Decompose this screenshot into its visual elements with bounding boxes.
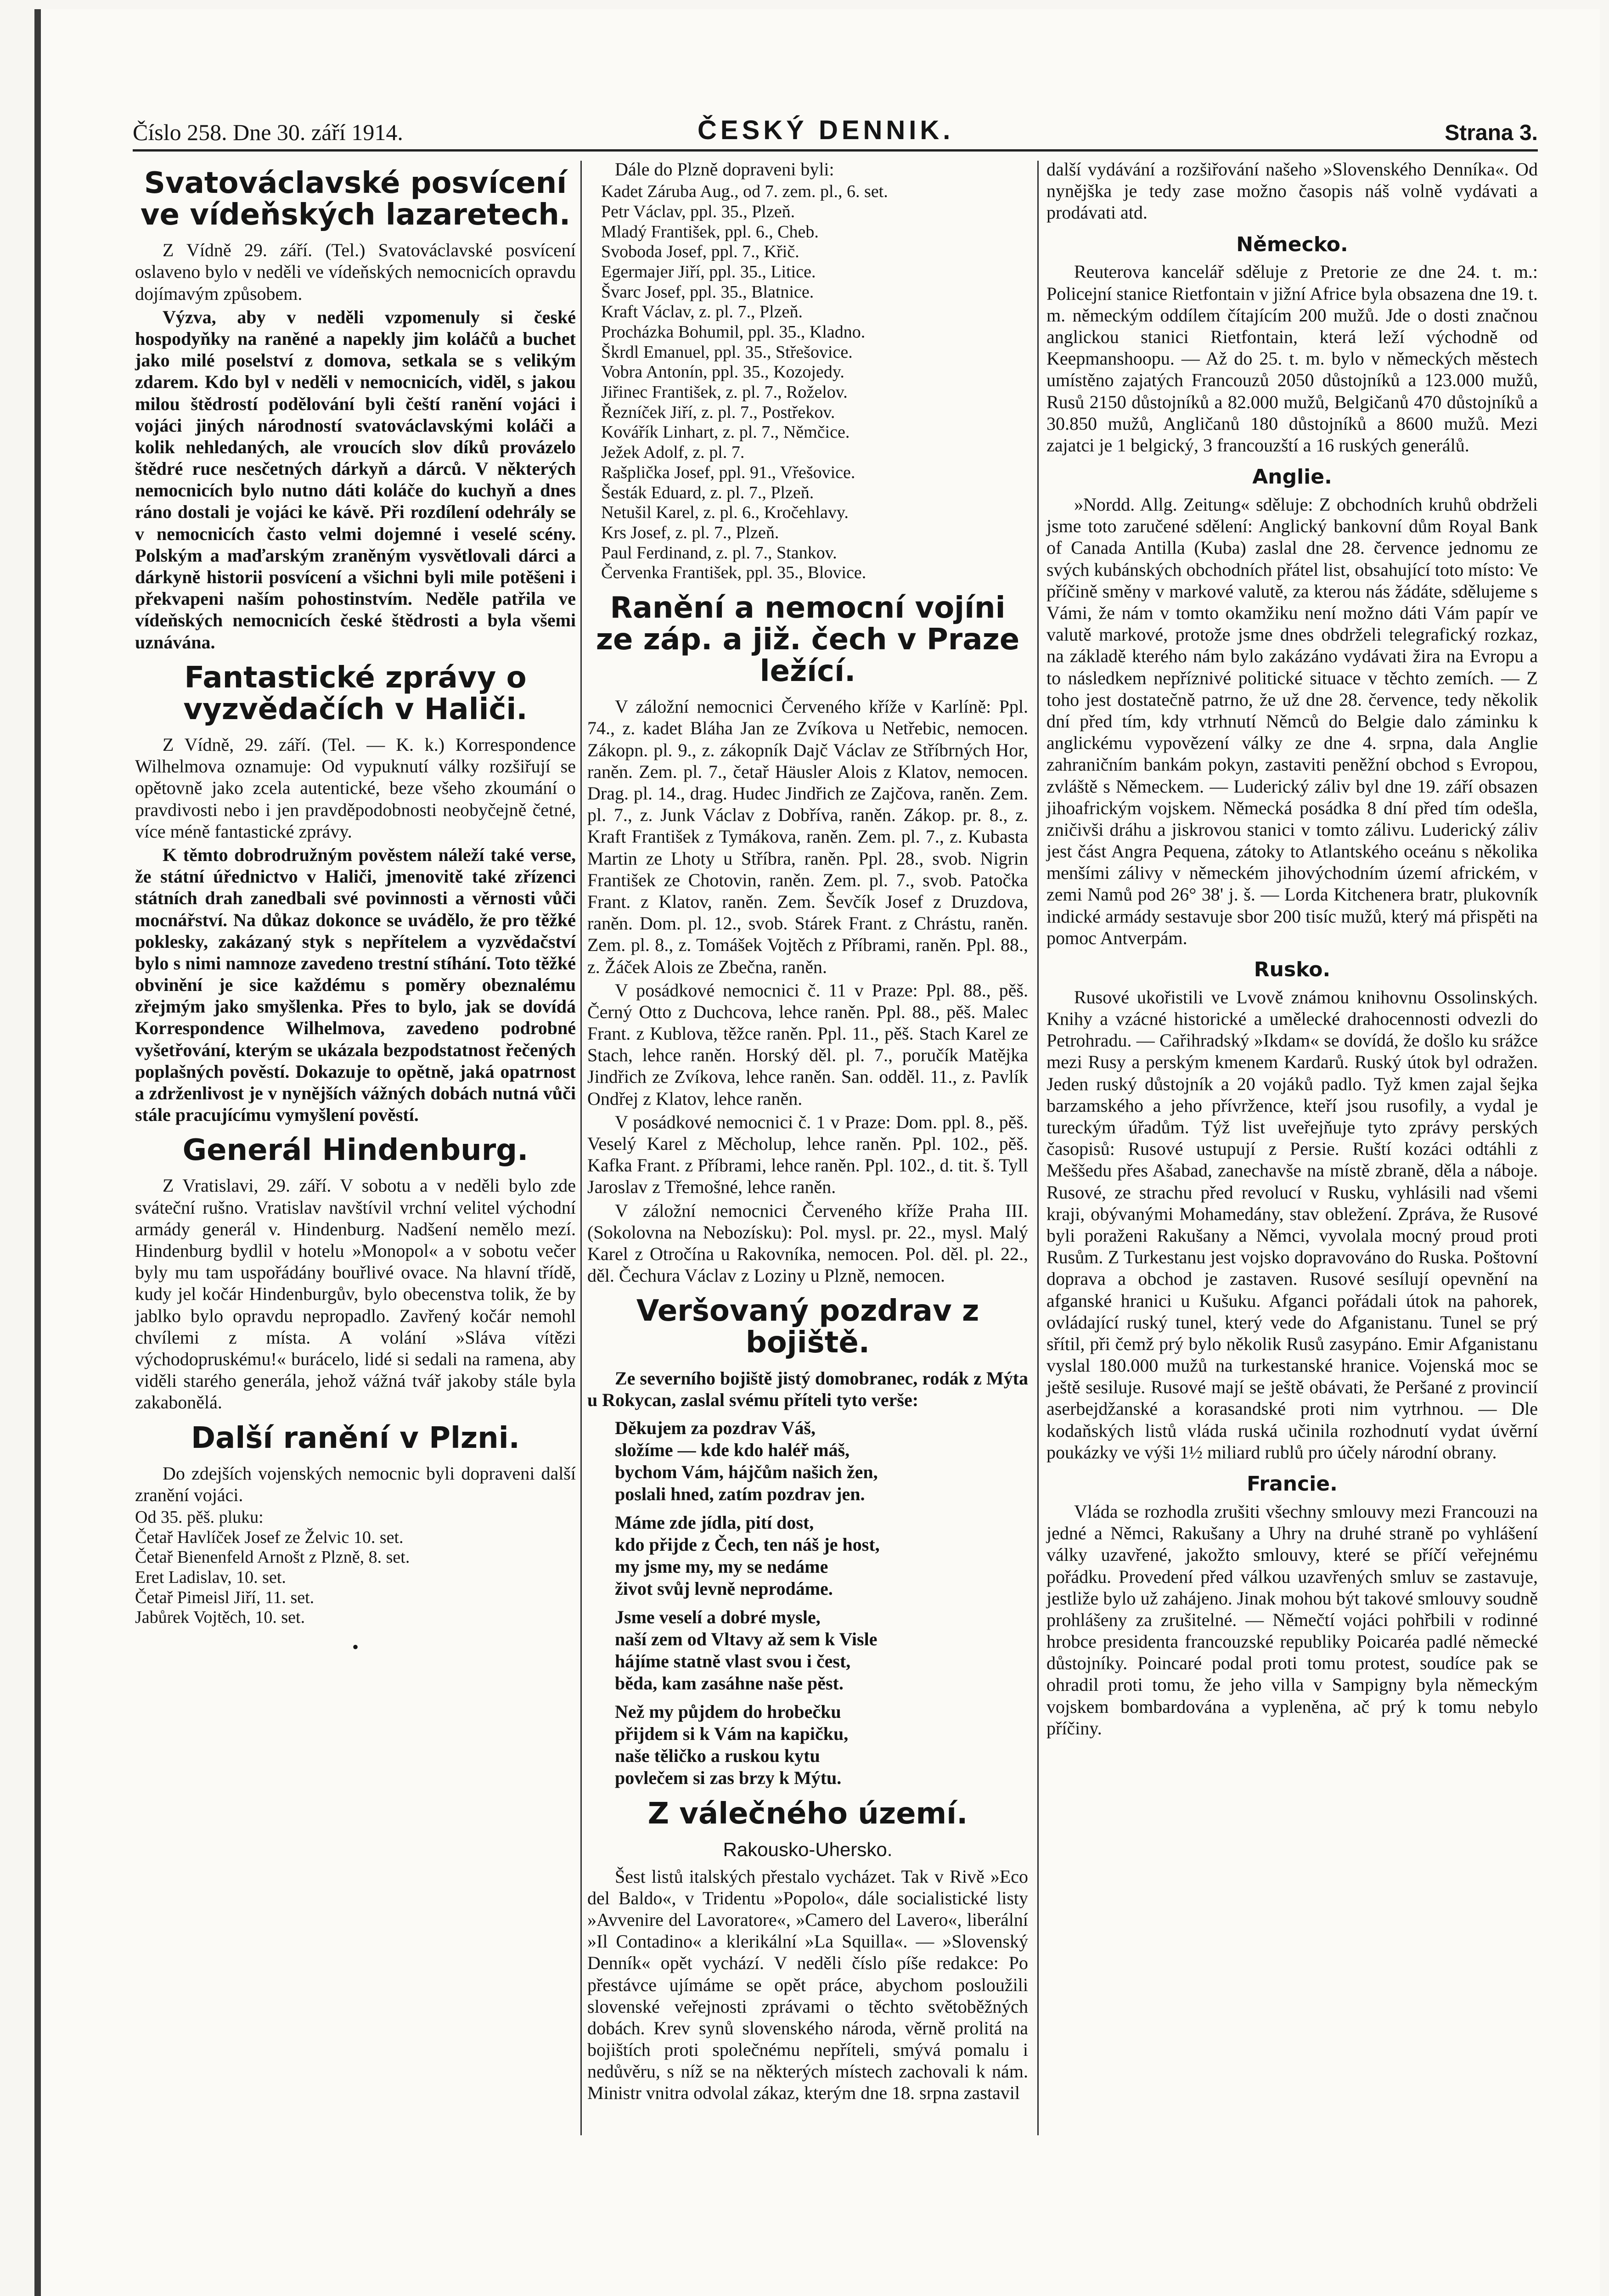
poem-line: povlečem si zas brzy k Mýtu. [615, 1767, 842, 1788]
column-1 [135, 158, 576, 1658]
article-paragraph: Z Vratislavi, 29. září. V sobotu a v neděli bylo zde sváteční rušno. Vratislav navštívil vrchní velitel východní armády generál v. Hindenburg. Nadšení nemělo mezí. Hindenburg bydlil v hotelu »Monopol« a v sobotu večer byly mu tam uspořádány bouřlivé ovace. Na hlavní třídě, kudy jel kočár Hindenburgův, bylo obecenstva tolik, že by jablko bylo opravdu nepropadlo. Zavřený kočár nemohl chvílemi z místa. A volání »Sláva vítězi východopruskému!« burácelo, lidé si sedali na ramena, aby viděli starého generála, jehož vážná tvář jakoby stále byla zakabonělá. [135, 1175, 576, 1413]
wounded-list-continued [587, 182, 1028, 583]
column-rule-2 [1037, 161, 1039, 2135]
article-paragraph: V záložní nemocnici Červeného kříže Praha III. (Sokolovna na Nebozísku): Pol. mysl. pr. 22., mysl. Malý Karel z Otročína u Rakovníka, nemocen. Pol. děl. pl. 22., děl. Čechura Václav z Loziny u Plzně, nemocen. [587, 1200, 1028, 1286]
list-item: Vobra Antonín, ppl. 35., Kozojedy. [601, 362, 844, 382]
list-item: Četař Havlíček Josef ze Želvic 10. set. [135, 1527, 404, 1547]
poem-line: poslali hned, zatím pozdrav jen. [615, 1483, 865, 1504]
article-paragraph: Šest listů italských přestalo vycházet. Tak v Rivě »Eco del Baldo«, v Tridentu »Popolo«, dále socialistické listy »Avvenire del Lavoratore«, »Camero del Lavero«, liberální »Il Contadino« a klerikální »La Squilla«. — »Slovenský Denník« opět vychází. V neděli číslo píše redakce: Po přestávce ujímáme se opět práce, abychom posloužili slovenské veřejnosti zprávami o těchto světoběžných dobách. Krev synů slovenského národa, věrně prolitá na bojištích proti společnému nepříteli, smývá pomalu i nedůvěru, s níž se na některých místech zachovali k nám. Ministr vnitra odvolal zákaz, kterým dne 18. srpna zastavil [587, 1866, 1028, 2104]
article-title-raneni-plzen: Další ranění v Plzni. [191, 1421, 520, 1455]
list-item: Petr Václav, ppl. 35., Plzeň. [601, 202, 795, 221]
poem-line: kdo přijde z Čech, ten náš je host, [615, 1534, 880, 1555]
list-item: Kraft Václav, z. pl. 7., Plzeň. [601, 302, 803, 322]
poem-line: naší zem od Vltavy až sem k Visle [615, 1628, 878, 1649]
masthead-title: ČESKÝ DENNIK. [698, 115, 954, 145]
poem-stanza [587, 1512, 1028, 1600]
list-item: Egermajer Jiří, ppl. 35., Litice. [601, 262, 816, 281]
issue-line: Číslo 258. Dne 30. září 1914. [133, 119, 403, 145]
list-item: Kovářík Linhart, z. pl. 7., Němčice. [601, 422, 850, 442]
section-title-nemecko: Německo. [1236, 232, 1348, 256]
article-paragraph: Vláda se rozhodla zrušiti všechny smlouvy mezi Francouzi na jedné a Němci, Rakušany a Uhry na druhé straně po vyhlášení války uzavřené, jakožto smlouvy, které se příčí veřejnému pořádku. Provedení před válkou uzavřených smluv se zastavuje, jestliže bylo už zahájeno. Jinak mohou být takové smlouvy soudně prohlášeny za zrušitelné. — Němečtí vojáci pohřbili v rodinné hrobce presidenta francouzské republiky Poicaréa padlé německé důstojníky. Poincaré podal proti tomu protest, soudíce pak se ohradil proti tomu, že jeho villa v Sampigny byla německým vojskem bombardována a vypleněna, ač prý k tomu nebylo příčiny. [1046, 1501, 1538, 1739]
poem-stanza [587, 1606, 1028, 1694]
article-title-vyzvedaci: Fantastické zprávy o vyzvědačích v Haliči. [183, 660, 528, 726]
column-3 [1046, 158, 1538, 1741]
poem-stanza [587, 1417, 1028, 1505]
poem-line: přijdem si k Vám na kapičku, [615, 1723, 849, 1744]
article-paragraph: Rusové ukořistili ve Lvově známou knihovnu Ossolinských. Knihy a vzácné historické a umělecké drahocennosti odvezli do Petrohradu. — Cařihradský »Ikdam« se dovídá, že došlo ku srážce mezi Rusy a perským kmenem Kardarů. Ruský útok byl odražen. Jeden ruský důstojník a 20 vojáků padlo. Tyž kmen zajal šejka barzamského a jeho přívržence, kteří jsou rusofily, a vydal je tureckým úřadům. Týž list uveřejňuje tyto zprávy perských časopisů: Rusové ustupují z Persie. Ruští kozáci odtáhli z Meššedu přes Ašabad, zanechavše na místě zbraně, děla a náboje. Rusové, ze strachu před revolucí v Rusku, vyhlásili nad všemi kraji, obývanými Mohamedány, stav obležení. Zpráva, že Rusové byli poraženi Rakušany a Němci, vyvolala mocný proud proti Rusům. Z Turkestanu jest vojsko dopravováno do Ruska. Poštovní doprava a obchod je zastaven. Rusové sesílují opevnění na afganské hranici u Kušuku. Afganci pořádali útok na pahorek, ovládající ruský tunel, který vede do Afganistanu. Tunel se prý sřítil, při čemž prý bylo několik Rusů zasypáno. Emir Afganistanu vyslal 180.000 mužů na turkestanské hranice. Vojenská moc se ještě sesiluje. Rusové mají se ještě obávati, že Peršané z provincií aserbejdžanské a korasandské proti nim vytrhnou. — Dle kodaňských listů vláda ruská učinila rozhodnutí vydat úvěrní poukázky ve výši 1½ miliard rublů pro účely národní obrany. [1046, 986, 1538, 1463]
poem-line: složíme — kde kdo haléř máš, [615, 1439, 850, 1460]
wounded-list-plzen [135, 1508, 576, 1628]
column-2 [587, 158, 1028, 2106]
list-intro: Dále do Plzně dopraveni byli: [615, 159, 834, 180]
section-title-francie: Francie. [1247, 1472, 1338, 1496]
list-item: Kadet Záruba Aug., od 7. zem. pl., 6. set. [601, 182, 888, 202]
list-item: Červenka František, ppl. 35., Blovice. [601, 563, 866, 583]
list-item: Jiřinec František, z. pl. 7., Roželov. [601, 383, 848, 402]
list-item: Paul Ferdinand, z. pl. 7., Stankov. [601, 543, 837, 563]
article-title-svatovaclavske: Svatováclavské posvícení ve vídeňských lazaretech. [140, 166, 571, 232]
article-paragraph: další vydávání a rozšiřování našeho »Slovenského Denníka«. Od nynějška je tedy zase možno časopis náš volně vydávati a prodávati atd. [1046, 159, 1538, 223]
poem-line: naše těličko a ruskou kytu [615, 1745, 820, 1766]
section-subtitle: Rakousko-Uhersko. [723, 1839, 893, 1861]
list-item: Četař Pimeisl Jiří, 11. set. [135, 1587, 315, 1607]
list-item: Od 35. pěš. pluku: [135, 1508, 264, 1527]
list-item: Šesták Eduard, z. pl. 7., Plzeň. [601, 483, 814, 502]
article-title-valecne-uzemi: Z válečného území. [647, 1796, 968, 1831]
column-rule-1 [580, 161, 582, 2135]
article-paragraph: Z Vídně 29. září. (Tel.) Svatováclavské posvícení oslaveno bylo v neděli ve vídeňských nemocnicích opravdu dojímavým způsobem. [135, 240, 576, 304]
list-item: Krs Josef, z. pl. 7., Plzeň. [601, 523, 779, 542]
list-item: Netušil Karel, z. pl. 6., Kročehlavy. [601, 503, 849, 523]
poem-line: Děkujem za pozdrav Váš, [615, 1417, 816, 1438]
list-item: Četař Bienenfeld Arnošt z Plzně, 8. set. [135, 1548, 410, 1567]
poem-line: běda, kam zasáhne naše pěst. [615, 1672, 844, 1694]
article-title-raneni-praha: Ranění a nemocní vojíni ze záp. a již. čech v Praze ležící. [596, 591, 1020, 689]
article-title-hindenburg: Generál Hindenburg. [182, 1133, 529, 1168]
article-title-versovany-pozdrav: Veršovaný pozdrav z bojiště. [636, 1294, 979, 1360]
article-paragraph: Ze severního bojiště jistý domobranec, rodák z Mýta u Rokycan, zaslal svému příteli tyto verše: [587, 1367, 1028, 1410]
article-paragraph: Výzva, aby v neděli vzpomenuly si české hospodyňky na raněné a napekly jim koláčů a buchet jako milé poselství z domova, setkala se s velikým zdarem. Kdo byl v neděli v nemocnicích, viděl, s jakou milou štědrostí podělování byli čeští ranění vojáci i vojáci jiných národností svatováclavskými koláči a kolik nehledaných, ale vroucích slov díků provázelo štědré ruce nesčetných dárkyň a dárců. V některých nemocnicích bylo nutno dáti koláče do kuchyň a dnes ráno dostali je vojáci ke kávě. Při rozdílení odehrály se v nemocnicích často velmi dojemné i veselé scény. Polským a maďarským zraněným vysvětlovali dárci a dárkyně historii posvícení a všichni byli mile potěšeni i překvapeni naším pohostinstvím. Neděle patřila ve vídeňských nemocnicích české štědrosti a byla všemi uznávána. [135, 306, 576, 653]
page-number: Strana 3. [1445, 121, 1538, 145]
article-paragraph: V záložní nemocnici Červeného kříže v Karlíně: Ppl. 74., z. kadet Bláha Jan ze Zvíkova u Netřebic, nemocen. Zákopn. pl. 9., z. zákopník Dajč Václav ze Stříbrných Hor, raněn. Zem. pl. 7., četař Häusler Alois z Klatov, nemocen. Drag. pl. 14., drag. Hudec Jindřich ze Zajčova, raněn. Zem. pl. 7., z. Junk Václav z Dobřívа, raněn. Zákop. pr. 8., z. Kraft František z Tymákova, raněn. Zem. pl. 7., z. Kubasta Martin ze Lhoty u Stříbra, raněn. Ppl. 28., svob. Nigrin František ze Chotovin, raněn. Zem. pl. 7., svob. Patočka Frant. z Klatov, raněn. Zem. Ševčík Josef z Druzdova, raněn. Dom. pl. 12., svob. Stárek Frant. z Chrástu, raněn. Zem. pl. 8., z. Tomášek Vojtěch z Příbrami, raněn. Ppl. 88., z. Žáček Alois ze Zbečna, raněn. [587, 696, 1028, 977]
poem-line: bychom Vám, hájčům našich žen, [615, 1461, 878, 1482]
poem-line: Máme zde jídla, pití dost, [615, 1512, 814, 1533]
poem-line: Než my půjdem do hrobečku [615, 1701, 841, 1722]
list-item: Ježek Adolf, z. pl. 7. [601, 443, 745, 462]
list-item: Eret Ladislav, 10. set. [135, 1568, 286, 1587]
list-item: Mladý František, ppl. 6., Cheb. [601, 222, 819, 242]
poem-stanza [587, 1701, 1028, 1789]
article-paragraph: Do zdejších vojenských nemocnic byli dopraveni další zranění vojáci. [135, 1463, 576, 1505]
article-paragraph: V posádkové nemocnici č. 1 v Praze: Dom. ppl. 8., pěš. Veselý Karel z Měcholup, lehce raněn. Ppl. 102., pěš. Kafka Frant. z Příbrami, lehce raněn. Ppl. 102., d. tit. š. Tyll Jaroslav z Třemošné, lehce raněn. [587, 1111, 1028, 1198]
section-title-rusko: Rusko. [1254, 958, 1331, 981]
poem-line: my jsme my, my se nedáme [615, 1556, 828, 1577]
page-header [133, 108, 1538, 152]
article-paragraph: K těmto dobrodružným pověstem náleží také verse, že státní úřednictvo v Haliči, jmenovitě také zřízenci státních drah zanedbali své povinnosti a věrnosti vůči mocnářství. Na důkaz dokonce se uvádělo, že pro těžké poklesky, zakázaný styk s nepřítelem a vyzvědačství bylo s nimi namnoze zavedeno trestní stíhání. Toto těžké obvinění je sice každému s poměry obeznalému zřejmým jako smyšlenka. Přes to bylo, jak se dovídá Korrespondence Wilhelmova, zavedeno podrobné vyšetřování, kterým se ukázala bezpodstatnost řečených poplašných pověstí. Dokazuje to opětně, jaká opatrnost a zdrženlivost je v nynějších vážných dobách nutná vůči stále pracujícímu vymyšlení pověstí. [135, 844, 576, 1125]
list-item: Švarc Josef, ppl. 35., Blatnice. [601, 282, 814, 302]
poem-line: život svůj levně neprodáme. [615, 1578, 833, 1599]
poem-line: hájíme statně vlast svou i čest, [615, 1650, 851, 1671]
article-paragraph: V posádkové nemocnici č. 11 v Praze: Ppl. 88., pěš. Černý Otto z Duchcova, lehce raněn. Ppl. 88., pěš. Malec Frant. z Kublova, těžce raněn. Ppl. 11., pěš. Stach Karel ze Stach, lehce raněn. Horský děl. pl. 7., poručík Matějka Jindřich ze Zvíkova, lehce raněn. San. odděl. 11., z. Pavlík Ondřej z Klatov, lehce raněn. [587, 979, 1028, 1109]
list-item: Škrdl Emanuel, ppl. 35., Střešovice. [601, 342, 853, 362]
list-item: Svoboda Josef, ppl. 7., Křič. [601, 242, 799, 262]
list-item: Jabůrek Vojtěch, 10. set. [135, 1608, 305, 1627]
end-mark: • [352, 1637, 359, 1658]
article-paragraph: Reuterova kancelář sděluje z Pretorie ze dne 24. t. m.: Policejní stanice Rietfontain v jižní Africe byla obsazena dne 19. t. m. německým oddílem čítajícím 200 mužů. Jde o dosti značnou anglickou stanici Rietfontain, která leží východně od Keepmanshoopu. — Až do 25. t. m. bylo v německých městech umístěno zajatých Francouzů 2050 důstojníků a 123.000 mužů, Rusů 2150 důstojníků a 82.000 mužů, Belgičanů 470 důstojníků a 30.850 mužů, Angličanů 180 důstojníků a 8600 mužů. Mezi zajatci je 1 belgický, 3 francouzští a 16 ruských generálů. [1046, 261, 1538, 456]
article-paragraph: Z Vídně, 29. září. (Tel. — K. k.) Korrespondence Wilhelmova oznamuje: Od vypuknutí války rozšiřují se opětovně jako zcela autentické, beze všeho zkoumání o pravdivosti nebo i jen pravděpodobnosti neobyčejně četné, více méně fantastické zprávy. [135, 734, 576, 842]
list-item: Procházka Bohumil, ppl. 35., Kladno. [601, 322, 866, 342]
list-item: Rašplička Josef, ppl. 91., Vřešovice. [601, 462, 855, 482]
list-item: Řezníček Jiří, z. pl. 7., Postřekov. [601, 402, 835, 422]
newspaper-page [34, 9, 1600, 2296]
article-paragraph: »Nordd. Allg. Zeitung« sděluje: Z obchodních kruhů obdrželi jsme toto zaručené sdělení: Anglický bankovní dům Royal Bank of Canada Antilla (Kuba) zaslal dne 28. července jednomu ze svých kubánských obchodních přátel list, obsahující toto místo: Ve příčině směny v markové valutě, za kterou nás žádáte, sdělujeme s Vámi, že nám v tomto okamžiku není možno dáti Vám papír ve valutě markové, protože jsme dnes obdrželi telegrafický rozkaz, na základě kterého nám bylo zakázáno vydávati žira na Evropu a to následkem nepříznivé politické situace v těchto zemích. — Z toho jest dostatečně patrno, že už dne 28. července, tedy několik dní před tím, kdy vtrhnutí Němců do Belgie dalo záminku k anglickému vypovězení války ze dne 4. srpna, dala Anglie zahraničním bankám pokyn, zastaviti peněžní obchod s Evropou, zvláště s Německem. — Luderický záliv byl dne 19. září obsazen jihoafrickým vojskem. Německá posádka 8 dní před tím odešla, zničivši dráhu a jiskrovou stanici v tomto zálivu. Luderický záliv jest část Angra Pequena, zátoky to Atlantského oceánu s několika menšími zálivy v německém jihovýchodním území africkém, v zemi Namů pod 26° 38' j. š. — Lorda Kitchenera bratr, plukovník indické armády sestavuje sbor 200 tisíc mužů, který má přispěti na pomoc Antverpám. [1046, 494, 1538, 948]
section-title-anglie: Anglie. [1252, 465, 1332, 489]
poem-line: Jsme veselí a dobré mysle, [615, 1606, 821, 1627]
